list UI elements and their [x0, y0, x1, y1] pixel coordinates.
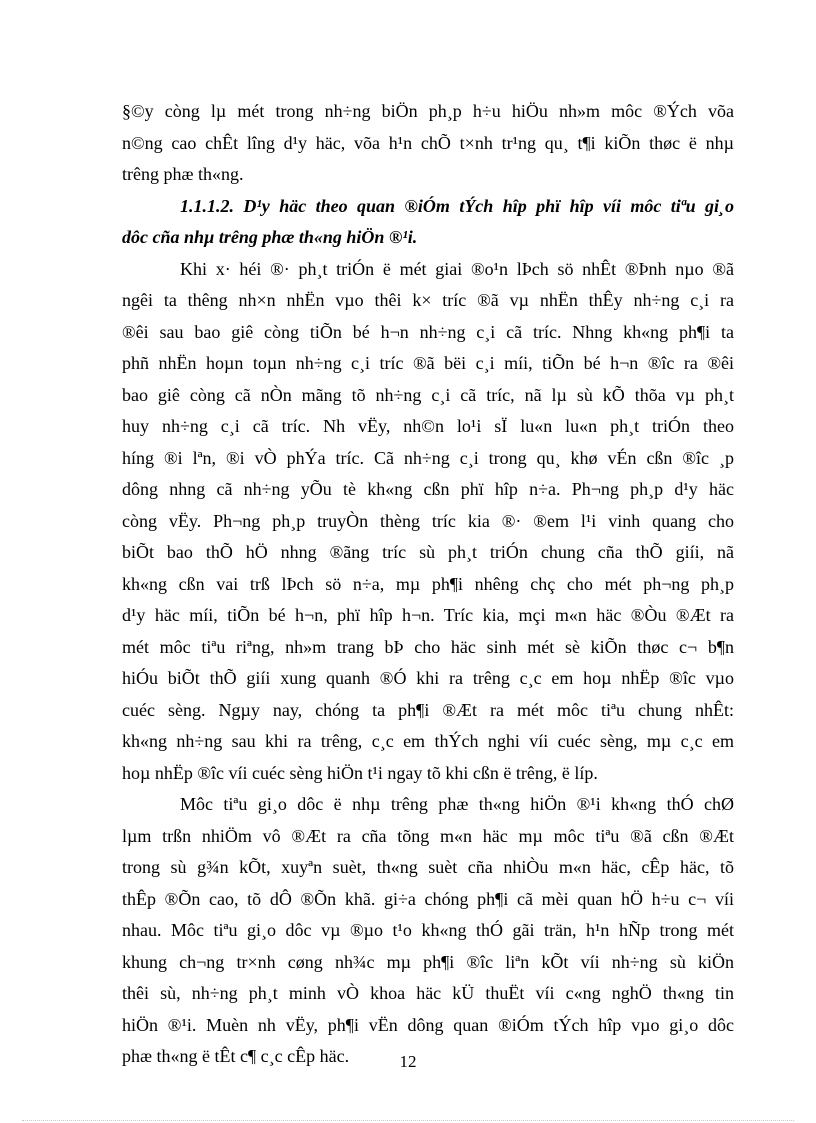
text-line: d¹y häc míi, tiÕn bé h¬n, phï hîp h¬n. Tríc kia, mçi m«n häc ®Òu ®Æt ra [122, 605, 734, 625]
text-line: hiÖn ®¹i. Muèn nh vËy, ph¶i vËn dông quan ®iÓm tÝch hîp vµo gi¸o dôc [122, 1014, 734, 1035]
section-heading [122, 191, 734, 254]
body-text [122, 96, 734, 1073]
text-line: Khi x· héi ®· ph¸t triÓn ë mét giai ®o¹n lÞch sö nhÊt ®Þnh nµo ®ã [180, 258, 734, 279]
text-line: trong sù g¾n kÕt, xuyªn suèt, th«ng suèt cña nhiÒu m«n häc, cÊp häc, tõ [122, 857, 734, 877]
text-line: lµm trßn nhiÖm vô ®Æt ra cña tõng m«n häc mµ môc tiªu ®ã cßn ®Æt [122, 825, 734, 846]
text-line: hiÓu biÕt thÕ giíi xung quanh ®Ó khi ra trêng c¸c em hoµ nhËp ®îc vµo [122, 668, 734, 688]
text-line: §©y còng lµ mét trong nh÷ng biÖn ph¸p h÷u hiÖu nh»m môc ®Ých võa [122, 101, 734, 121]
paragraph [122, 789, 734, 1073]
text-line: khung ch¬ng tr×nh cøng nh¾c mµ ph¶i ®îc liªn kÕt víi nh÷ng sù kiÖn [122, 951, 734, 972]
text-line: phæ th«ng ë tÊt c¶ c¸c cÊp häc. [122, 1046, 350, 1066]
text-line: ®êi sau bao giê còng tiÕn bé h¬n nh÷ng c¸i cã tríc. Nhng kh«ng ph¶i ta [122, 321, 734, 342]
text-line: phñ nhËn hoµn toµn nh÷ng c¸i tríc ®ã bëi c¸i míi, tiÕn bé h¬n ®îc ra ®êi [122, 353, 734, 373]
text-line: 1.1.1.2. D¹y häc theo quan ®iÓm tÝch hîp phï hîp víi môc tiªu gi¸o [180, 195, 734, 216]
text-line: nhau. Môc tiªu gi¸o dôc vµ ®µo t¹o kh«ng thÓ gãi trän, h¹n hÑp trong mét [122, 920, 734, 940]
text-line: dôc cña nhµ trêng phæ th«ng hiÖn ®¹i. [122, 227, 418, 247]
text-line: còng vËy. Ph¬ng ph¸p truyÒn thèng tríc kia ®· ®em l¹i vinh quang cho [122, 510, 734, 531]
text-line: n©ng cao chÊt lîng d¹y häc, võa h¹n chÕ t×nh tr¹ng qu¸ t¶i kiÕn thøc ë nhµ [122, 132, 734, 153]
text-line: mét môc tiªu riªng, nh»m trang bÞ cho häc sinh mét sè kiÕn thøc c¬ b¶n [122, 636, 734, 657]
text-line: biÕt bao thÕ hÖ nhng ®ãng tríc sù ph¸t triÓn chung cña thÕ giíi, nã [122, 542, 734, 562]
text-line: hoµ nhËp ®îc víi cuéc sèng hiÖn t¹i ngay tõ khi cßn ë trêng, ë líp. [122, 762, 598, 783]
text-line: híng ®i lªn, ®i vÒ phÝa tríc. Cã nh÷ng c¸i trong qu¸ khø vÉn cßn ®îc ¸p [122, 447, 734, 468]
text-line: trêng phæ th«ng. [122, 164, 244, 184]
text-line: huy nh÷ng c¸i cã tríc. Nh vËy, nh©n lo¹i sÏ lu«n lu«n ph¸t triÓn theo [122, 416, 734, 436]
paragraph [122, 96, 734, 191]
text-line: cuéc sèng. Ngµy nay, chóng ta ph¶i ®Æt ra mét môc tiªu chung nhÊt: [122, 699, 734, 720]
text-line: kh«ng nh÷ng sau khi ra trêng, c¸c em thÝch nghi víi cuéc sèng, mµ c¸c em [122, 731, 734, 751]
page-bottom-divider [22, 1120, 794, 1121]
page-number: 12 [399, 1052, 417, 1071]
text-line: thÊp ®Õn cao, tõ dÔ ®Õn khã. gi÷a chóng ph¶i cã mèi quan hÖ h÷u c¬ víi [122, 888, 734, 909]
text-line: bao giê còng cã nÒn mãng tõ nh÷ng c¸i cã tríc, nã lµ sù kÕ thõa vµ ph¸t [122, 384, 734, 405]
text-line: thêi sù, nh÷ng ph¸t minh vÒ khoa häc kÜ thuËt víi c«ng nghÖ th«ng tin [122, 983, 734, 1003]
text-line: kh«ng cßn vai trß lÞch sö n÷a, mµ ph¶i nhêng chç cho mét ph¬ng ph¸p [122, 573, 734, 594]
paragraph [122, 254, 734, 790]
text-line: Môc tiªu gi¸o dôc ë nhµ trêng phæ th«ng hiÖn ®¹i kh«ng thÓ chØ [180, 794, 734, 814]
text-line: dông nhng cã nh÷ng yÕu tè kh«ng cßn phï hîp n÷a. Ph¬ng ph¸p d¹y häc [122, 479, 734, 499]
text-line: ngêi ta thêng nh×n nhËn vµo thêi k× tríc ®ã vµ nhËn thÊy nh÷ng c¸i ra [122, 290, 734, 310]
